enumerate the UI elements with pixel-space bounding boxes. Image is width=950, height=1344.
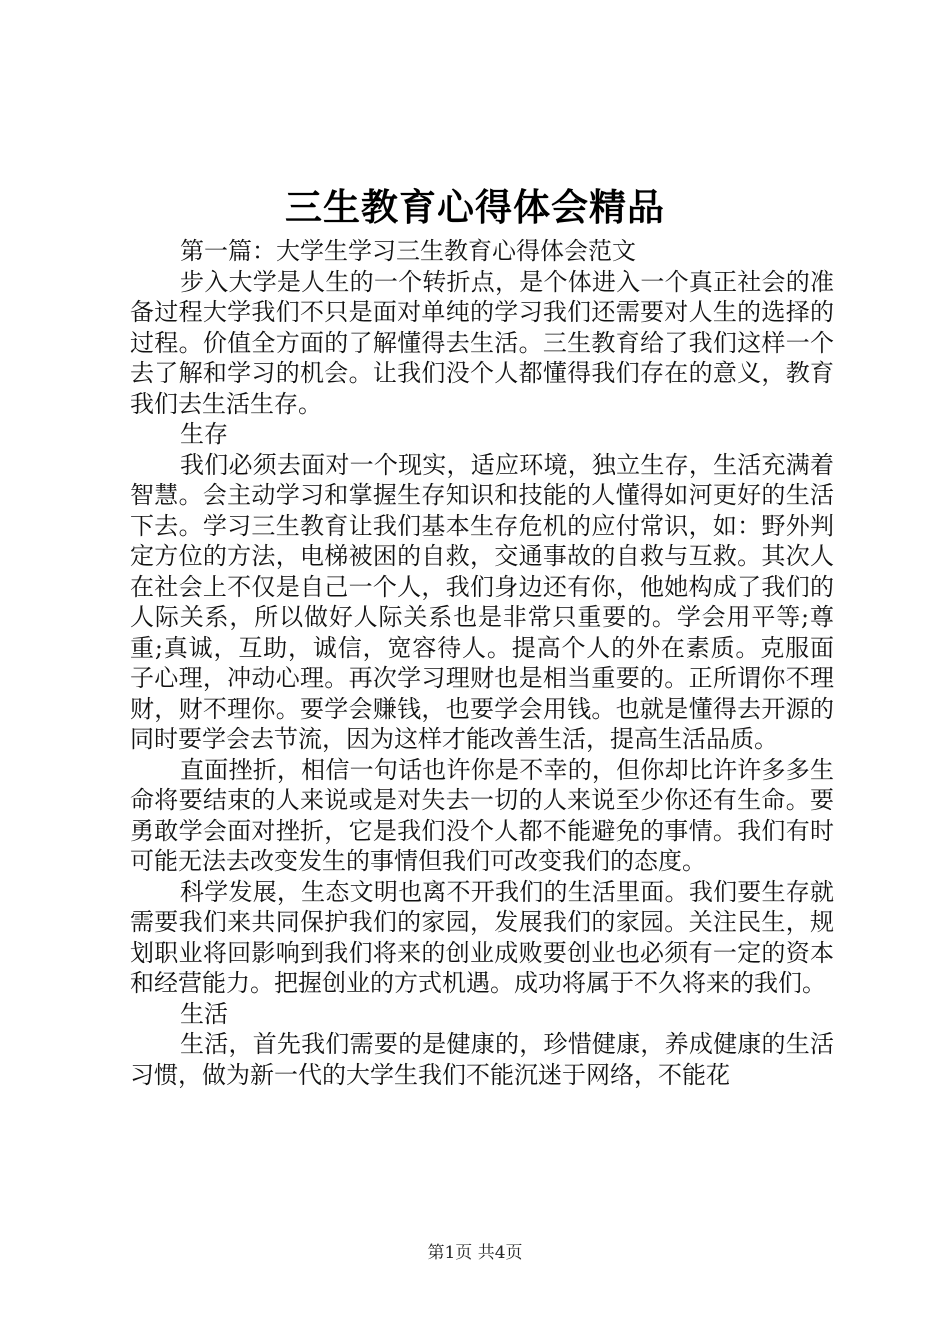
subsection-heading: 生存 bbox=[180, 420, 228, 448]
page-footer: 第1页 共4页 bbox=[427, 1243, 523, 1263]
section-heading: 第一篇：大学生学习三生教育心得体会范文 bbox=[180, 237, 636, 265]
body-paragraph: 科学发展，生态文明也离不开我们的生活里面。我们要生存就需要我们来共同保护我们的家园，发展我们的家园。关注民生，规划职业将回影响到我们将来的创业成败要创业也必须有一定的资本和经营能力。把握创业的方式机遇。成功将属于不久将来的我们。 bbox=[130, 877, 834, 997]
body-paragraph: 生活，首先我们需要的是健康的，珍惜健康，养成健康的生活习惯，做为新一代的大学生我们不能沉迷于网络，不能花 bbox=[130, 1030, 834, 1089]
body-paragraph: 步入大学是人生的一个转折点，是个体进入一个真正社会的准备过程大学我们不只是面对单纯的学习我们还需要对人生的选择的过程。价值全方面的了解懂得去生活。三生教育给了我们这样一个去了解和学习的机会。让我们没个人都懂得我们存在的意义，教育我们去生活生存。 bbox=[130, 267, 834, 418]
document-body bbox=[130, 236, 834, 1090]
subsection-heading: 生活 bbox=[180, 999, 228, 1028]
document-title: 三生教育心得体会精品 bbox=[285, 185, 665, 229]
body-paragraph: 直面挫折，相信一句话也许你是不幸的，但你却比许许多多生命将要结束的人来说或是对失去一切的人来说至少你还有生命。要勇敢学会面对挫折，它是我们没个人都不能避免的事情。我们有时可能无法去改变发生的事情但我们可改变我们的态度。 bbox=[130, 755, 834, 875]
body-paragraph: 我们必须去面对一个现实，适应环境，独立生存，生活充满着智慧。会主动学习和掌握生存知识和技能的人懂得如河更好的生活下去。学习三生教育让我们基本生存危机的应付常识，如：野外判定方位的方法，电梯被困的自救，交通事故的自救与互救。其次人在社会上不仅是自己一个人，我们身边还有你，他她构成了我们的人际关系，所以做好人际关系也是非常只重要的。学会用平等;尊重;真诚，互助，诚信，宽容待人。提高个人的外在素质。克服面子心理，冲动心理。再次学习理财也是相当重要的。正所谓你不理财，财不理你。要学会赚钱，也要学会用钱。也就是懂得去开源的同时要学会去节流，因为这样才能改善生活，提高生活品质。 bbox=[130, 450, 834, 753]
